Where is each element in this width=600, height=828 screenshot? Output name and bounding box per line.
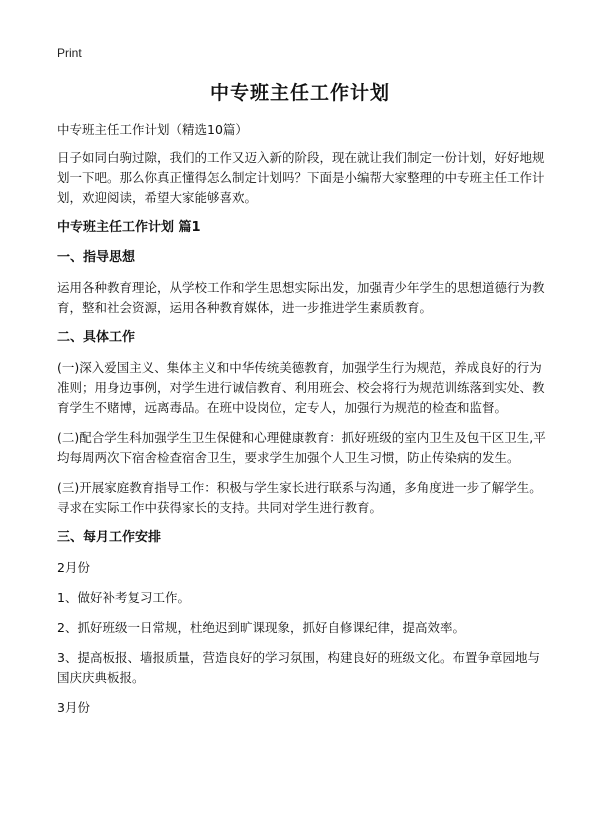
intro-paragraph: 日子如同白驹过隙，我们的工作又迈入新的阶段，现在就让我们制定一份计划，好好地规划一下吧。那么你真正懂得怎么制定计划吗？下面是小编帮大家整理的中专班主任工作计划，欢迎阅读，希望大家能够喜欢。: [57, 150, 545, 205]
print-label: Print: [57, 46, 82, 60]
paragraph: (二)配合学生科加强学生卫生保健和心理健康教育：抓好班级的室内卫生及包干区卫生,平均每周两次下宿舍检查宿舍卫生，要求学生加强个人卫生习惯，防止传染病的发生。: [57, 430, 546, 465]
list-item: 2、抓好班级一日常规，杜绝迟到旷课现象，抓好自修课纪律，提高效率。: [57, 620, 465, 635]
section-heading-guiding-ideology: 一、指导思想: [57, 250, 136, 265]
part-heading: 中专班主任工作计划 篇1: [57, 220, 201, 235]
month-label: 2月份: [57, 560, 90, 575]
paragraph: (三)开展家庭教育指导工作：积极与学生家长进行联系与沟通，多角度进一步了解学生。寻求在实际工作中获得家长的支持。共同对学生进行教育。: [57, 480, 542, 515]
section-heading-specific-work: 二、具体工作: [57, 330, 136, 345]
document-body: [57, 120, 549, 728]
paragraph: 运用各种教育理论，从学校工作和学生思想实际出发，加强青少年学生的思想道德行为教育，整和社会资源，运用各种教育媒体，进一步推进学生素质教育。: [57, 280, 545, 315]
document-title: 中专班主任工作计划: [209, 82, 390, 104]
month-label: 3月份: [57, 700, 90, 715]
section-heading-monthly-schedule: 三、每月工作安排: [57, 530, 162, 545]
list-item: 1、做好补考复习工作。: [57, 590, 190, 605]
list-item: 3、提高板报、墙报质量，营造良好的学习氛围，构建良好的班级文化。布置争章园地与国庆庆典板报。: [57, 650, 540, 685]
document-subtitle: 中专班主任工作计划（精选10篇）: [57, 122, 248, 137]
paragraph: (一)深入爱国主义、集体主义和中华传统美德教育，加强学生行为规范，养成良好的行为准则；用身边事例，对学生进行诚信教育、利用班会、校会将行为规范训练落到实处、教育学生不赌博，远离毒品。在班中设岗位，定专人，加强行为规范的检查和监督。: [57, 360, 545, 415]
